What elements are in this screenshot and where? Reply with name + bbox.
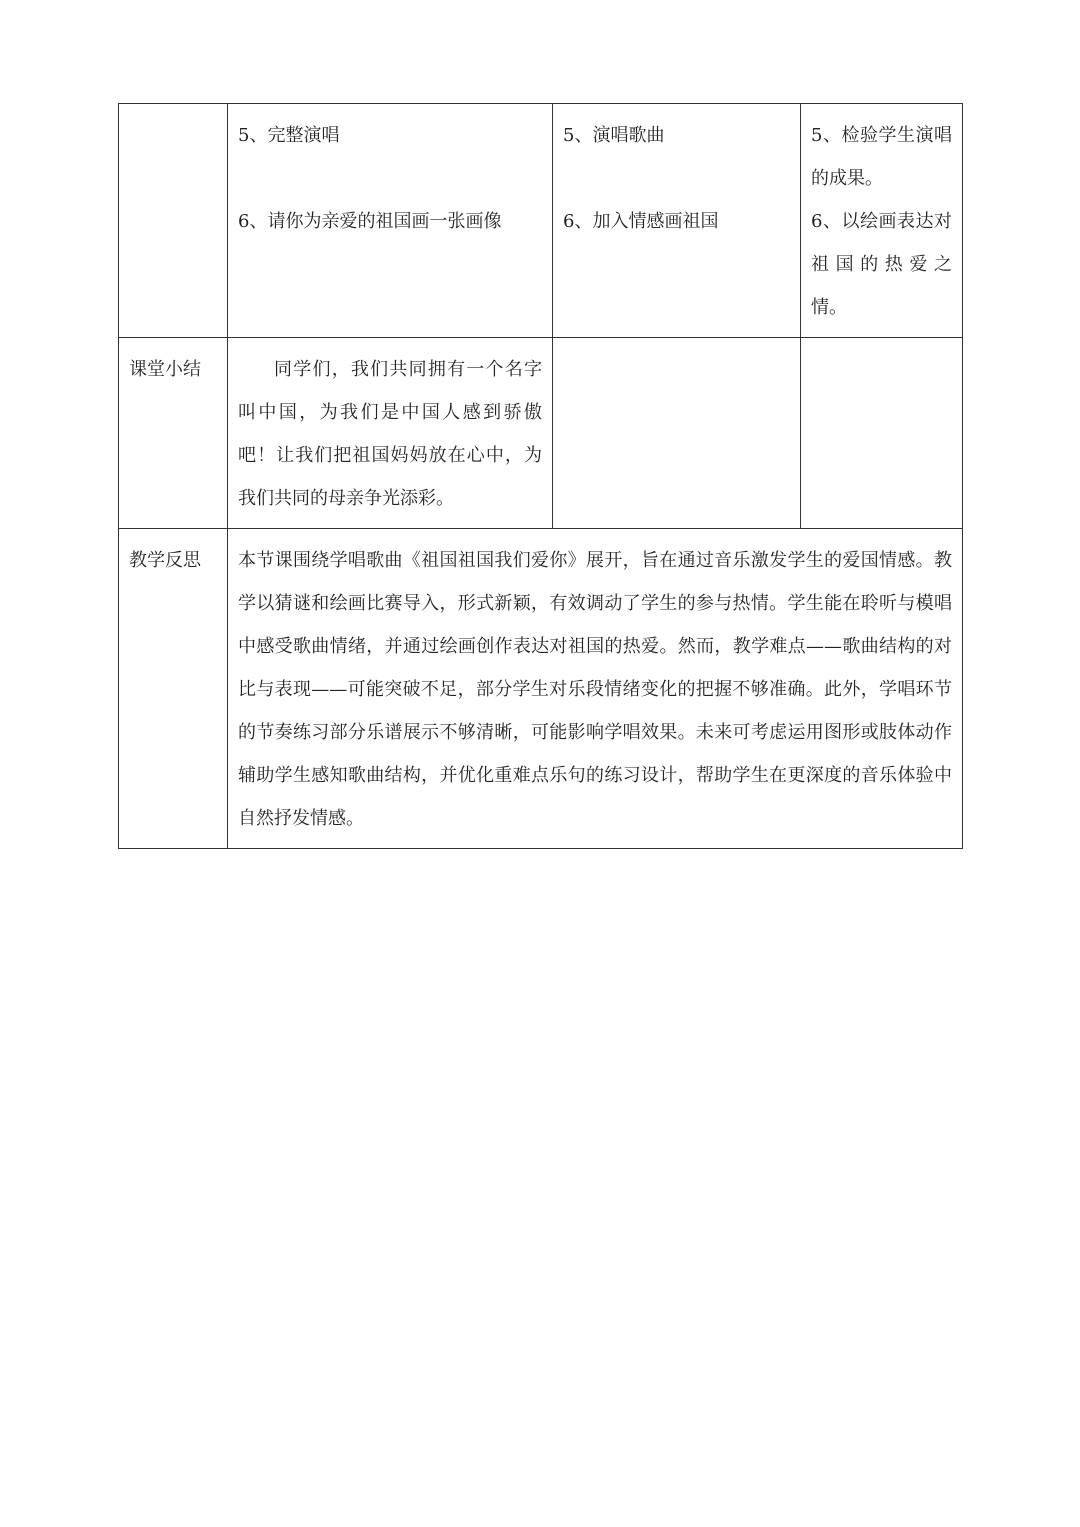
student-step-6: 6、加入情感画祖国	[563, 211, 719, 232]
content-step-5: 5、完整演唱	[238, 125, 340, 146]
row-label-summary: 课堂小结	[119, 338, 228, 529]
student-step-5: 5、演唱歌曲	[563, 125, 665, 146]
reflection-content-cell: 本节课围绕学唱歌曲《祖国祖国我们爱你》展开，旨在通过音乐激发学生的爱国情感。教学以猜谜和绘画比赛导入，形式新颖，有效调动了学生的参与热情。学生能在聆听与模唱中感受歌曲情绪，并通过绘画创作表达对祖国的热爱。然而，教学难点——歌曲结构的对比与表现——可能突破不足，部分学生对乐段情绪变化的把握不够准确。此外，学唱环节的节奏练习部分乐谱展示不够清晰，可能影响学唱效果。未来可考虑运用图形或肢体动作辅助学生感知歌曲结构，并优化重难点乐句的练习设计，帮助学生在更深度的音乐体验中自然抒发情感。	[228, 529, 963, 849]
design-intent-cell	[801, 104, 963, 338]
summary-content-cell: 同学们，我们共同拥有一个名字叫中国，为我们是中国人感到骄傲吧！让我们把祖国妈妈放在心中，为我们共同的母亲争光添彩。	[228, 338, 553, 529]
table-row	[119, 529, 963, 849]
intent-step-5: 5、检验学生演唱的成果。	[811, 125, 952, 189]
intent-step-6: 6、以绘画表达对祖国的热爱之情。	[811, 211, 952, 318]
summary-student-cell	[553, 338, 801, 529]
student-activity-cell	[553, 104, 801, 338]
content-step-6: 6、请你为亲爱的祖国画一张画像	[238, 211, 502, 232]
row-label-reflection: 教学反思	[119, 529, 228, 849]
table-row	[119, 104, 963, 338]
row-label-cell	[119, 104, 228, 338]
lesson-plan-table	[118, 103, 963, 849]
summary-intent-cell	[801, 338, 963, 529]
content-cell	[228, 104, 553, 338]
table-row	[119, 338, 963, 529]
